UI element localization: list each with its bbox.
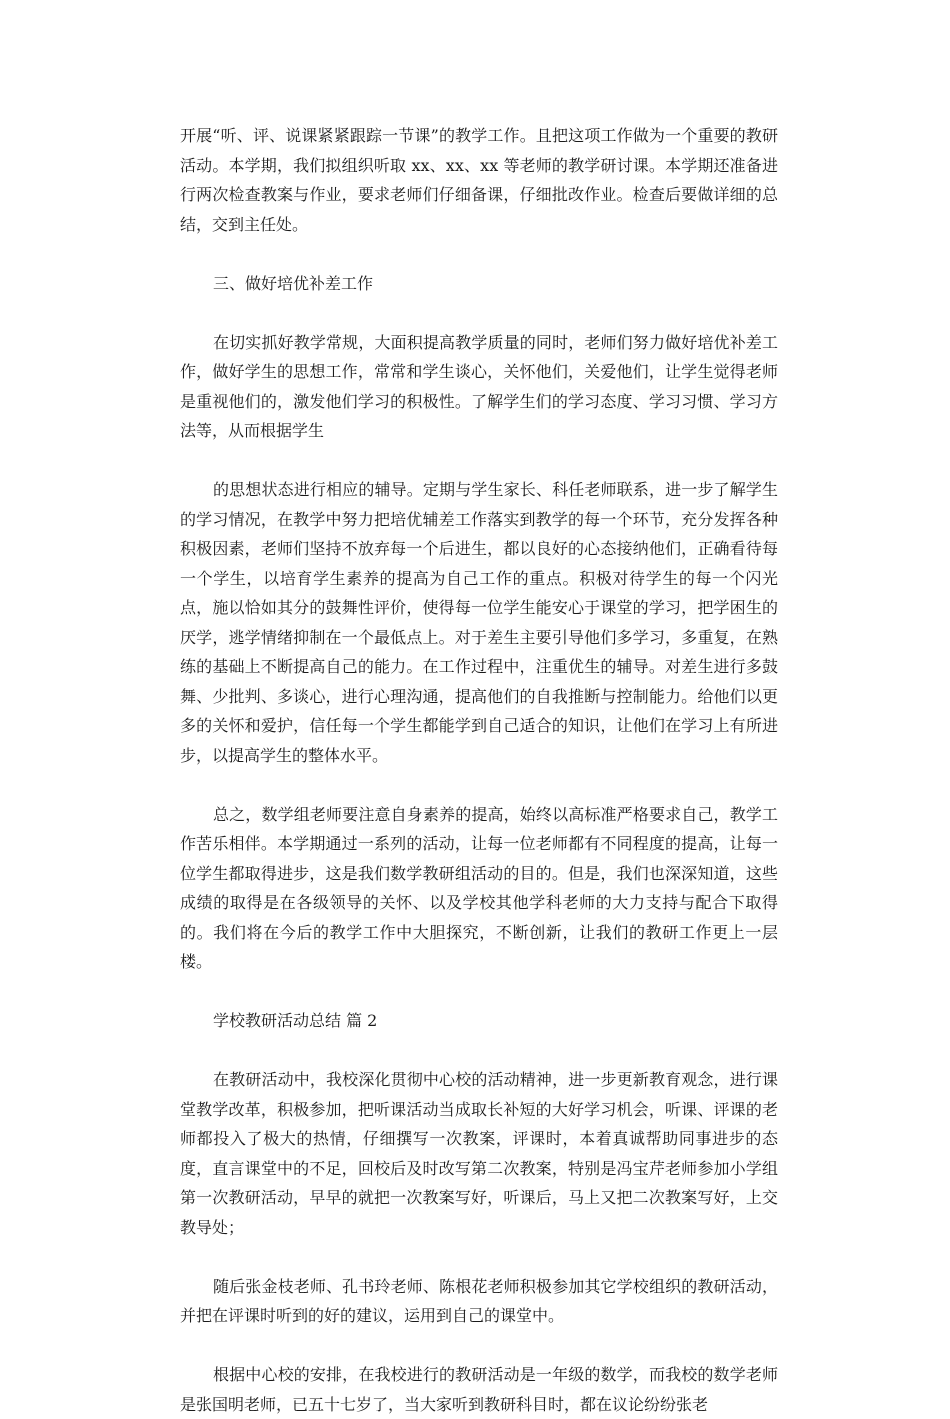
spacer — [180, 1331, 778, 1361]
spacer — [180, 1242, 778, 1272]
paragraph-research-activity: 在教研活动中，我校深化贯彻中心校的活动精神，进一步更新教育观念，进行课堂教学改革，积极参加，把听课活动当成取长补短的大好学习机会，听课、评课的老师都投入了极大的热情，仔细撰写一次教案，评课时，本着真诚帮助同事进步的态度，直言课堂中的不足，回校后及时改写第二次教案，特别是冯宝芹老师参加小学组第一次教研活动，早早的就把一次教案写好，听课后，马上又把二次教案写好，上交教导处； — [180, 1070, 778, 1237]
paragraph-tutoring-continued: 的思想状态进行相应的辅导。定期与学生家长、科任老师联系，进一步了解学生的学习情况，在教学中努力把培优辅差工作落实到教学的每一个环节，充分发挥各种积极因素，老师们坚持不放弃每一个后进生，都以良好的心态接纳他们，正确看待每一个学生，以培育学生素养的提高为自己工作的重点。积极对待学生的每一个闪光点，施以恰如其分的鼓舞性评价，使得每一位学生能安心于课堂的学习，把学困生的厌学，逃学情绪抑制在一个最低点上。对于差生主要引导他们多学习，多重复，在熟练的基础上不断提高自己的能力。在工作过程中，注重优生的辅导。对差生进行多鼓舞、少批判、多谈心，进行心理沟通，提高他们的自我推断与控制能力。给他们以更多的关怀和爱护，信任每一个学生都能学到自己适合的知识，让他们在学习上有所进步，以提高学生的整体水平。 — [180, 480, 778, 765]
document-page — [180, 121, 778, 1419]
paragraph-arrangement: 根据中心校的安排，在我校进行的教研活动是一年级的数学，而我校的数学老师是张国明老师，已五十七岁了，当大家听到教研科目时，都在议论纷纷张老 — [180, 1365, 778, 1414]
paragraph-conclusion: 总之，数学组老师要注意自身素养的提高，始终以高标准严格要求自己，教学工作苦乐相伴。本学期通过一系列的活动，让每一位老师都有不同程度的提高，让每一位学生都取得进步，这是我们数学教研组活动的目的。但是，我们也深深知道，这些成绩的取得是在各级领导的关怀、以及学校其他学科老师的大力支持与配合下取得的。我们将在今后的教学工作中大胆探究，不断创新，让我们的教研工作更上一层楼。 — [180, 804, 778, 971]
paragraph-tutoring: 在切实抓好教学常规，大面积提高教学质量的同时，老师们努力做好培优补差工作，做好学生的思想工作，常常和学生谈心，关怀他们，关爱他们，让学生觉得老师是重视他们的，激发他们学习的积极性。了解学生们的学习态度、学习习惯、学习方法等，从而根据学生 — [180, 332, 778, 440]
section-title: 学校教研活动总结 篇 2 — [213, 1011, 378, 1030]
spacer — [180, 977, 778, 1007]
section-heading-three: 三、做好培优补差工作 — [213, 273, 374, 293]
spacer — [180, 770, 778, 800]
spacer — [180, 446, 778, 476]
paragraph-lesson-tracking: 开展“听、评、说课紧紧跟踪一节课”的教学工作。且把这项工作做为一个重要的教研活动。本学期，我们拟组织听取 xx、xx、xx 等老师的教学研讨课。本学期还准备进行两次检查教案与作业，要求老师们仔细备课，仔细批改作业。检查后要做详细的总结，交到主任处。 — [180, 126, 778, 234]
spacer — [180, 239, 778, 269]
spacer — [180, 298, 778, 328]
spacer — [180, 1036, 778, 1066]
paragraph-teachers-participation: 随后张金枝老师、孔书玲老师、陈根花老师积极参加其它学校组织的教研活动，并把在评课时听到的好的建议，运用到自己的课堂中。 — [180, 1276, 778, 1325]
